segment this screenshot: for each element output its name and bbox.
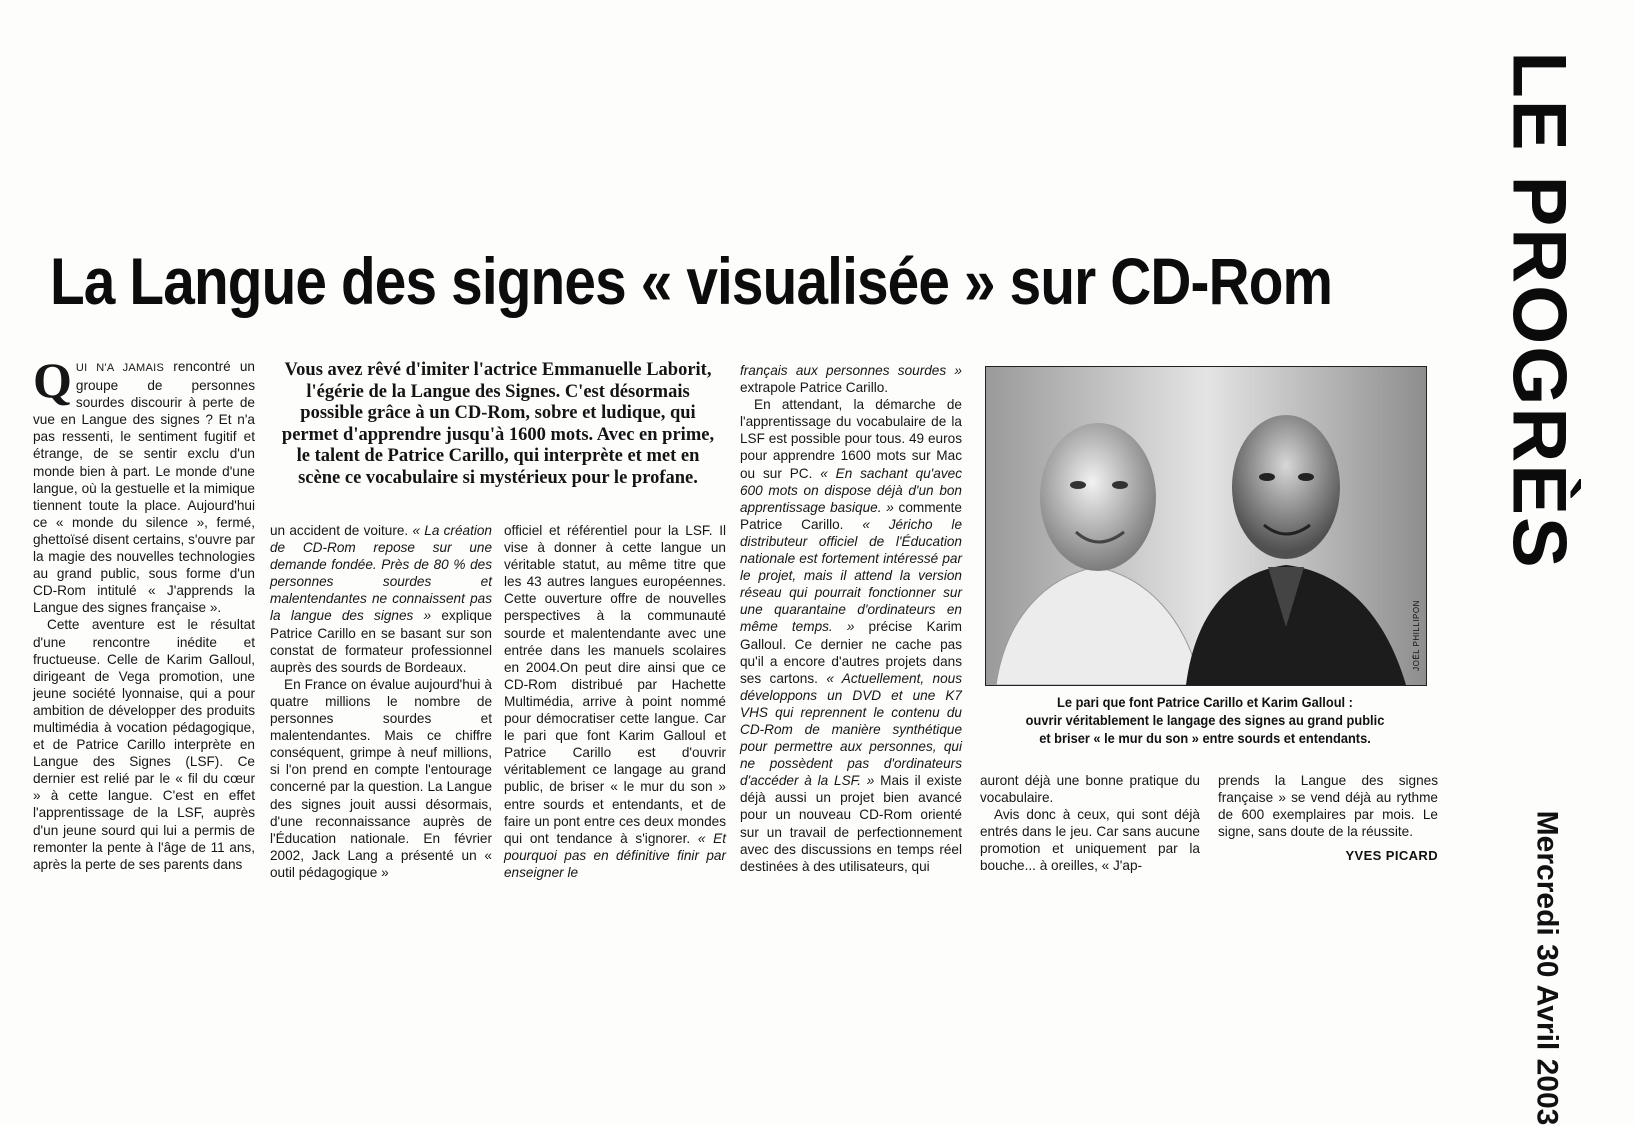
paragraph-text: explique Patrice Carillo en se basant sur son constat de formateur professionnel auprès des sourds de Bordeaux.	[270, 608, 492, 675]
author-byline: YVES PICARD	[1345, 848, 1438, 863]
article-column-2	[270, 522, 492, 881]
lead-smallcaps: UI N'A JAMAIS	[75, 362, 165, 374]
quote-text: « En sachant qu'avec 600 mots on dispose déjà d'un bon apprentissage basique. »	[740, 465, 962, 515]
masthead-text: LE PROGRÈS	[1496, 50, 1582, 570]
article-column-1	[33, 352, 255, 873]
article-photo	[985, 366, 1427, 686]
article-standfirst: Vous avez rêvé d'imiter l'actrice Emmanuelle Laborit, l'égérie de la Langue des Signes. C'est désormais possible grâce à un CD-Rom, sobre et ludique, qui permet d'apprendre jusqu'à 1600 mots. Avec en prime, le talent de Patrice Carillo, qui interprète et met en scène ce vocabulaire si mystérieux pour le profane.	[281, 360, 715, 488]
paragraph-text: Mais il existe déjà aussi un projet bien avancé pour un nouveau CD-Rom orienté sur un travail de perfectionnement avec des discussions en temps réel destinées à des utilisateurs, qui	[740, 773, 962, 874]
article-column-3	[504, 522, 726, 881]
caption-line: ouvrir véritablement le langage des signes au grand public	[1025, 713, 1385, 728]
photo-caption	[1000, 694, 1409, 748]
caption-line: et briser « le mur du son » entre sourds et entendants.	[1039, 731, 1371, 746]
publication-date-text: Mercredi 30 Avril 2003	[1530, 810, 1564, 1125]
paragraph: auront déjà une bonne pratique du vocabulaire.	[980, 773, 1200, 806]
paragraph-text: rencontré un groupe de personnes sourdes discourir à perte de vue en Langue des signes ? Et n'a pas ressenti, le sentiment fugitif et étrange, de se sentir exclu d'un monde bien à part. Le monde d'une langue, où la gestuelle et la mimique tiennent toute la place. Aujourd'hui ce « monde du silence », fermé, ghettoïsé disent certains, s'ouvre par la magie des nouvelles technologies au grand public, sous forme d'un CD-Rom intitulé « J'apprends la Langue des signes française ».	[33, 359, 255, 616]
caption-line: Le pari que font Patrice Carillo et Karim Galloul :	[1057, 695, 1353, 710]
paragraph-text: précise Karim Galloul. Ce dernier ne cache pas qu'il a encore d'autres projets dans ses cartons.	[740, 619, 962, 686]
paragraph-text: officiel et référentiel pour la LSF. Il vise à donner à cette langue un véritable statut, au même titre que les 43 autres langues européennes. Cette ouverture offre de nouvelles perspectives à la communauté sourde et malentendante avec une entrée dans les manuels scolaires en 2004.On peut dire ainsi que ce CD-Rom distribué par Hachette Multimédia, arrive à point nommé pour démocratiser cette langue. Car le pari que font Karim Galloul et Patrice Carillo est d'ouvrir véritablement ce langage au grand public, de briser « le mur du son » entre sourds et entendants, et de faire un pont entre ces deux mondes qui ont tendance à s'ignorer.	[504, 523, 726, 846]
paragraph: Cette aventure est le résultat d'une rencontre inédite et fructueuse. Celle de Karim Galloul, dirigeant de Vega promotion, une jeune société lyonnaise, qui a pour ambition de développer des produits multimédia à vocation pédagogique, et de Patrice Carillo interprète en Langue des Signes (LSF). Ce dernier est relié par le « fil du cœur » à cette langue. C'est en effet l'apprentissage de la LSF, auprès d'un jeune sourd qui lui a permis de remonter la pente à l'âge de 11 ans, après la perte de ses parents dans	[33, 617, 255, 872]
paragraph-text: En attendant, la démarche de l'apprentissage du vocabulaire de la LSF est possible pour tous. 49 euros pour apprendre 1600 mots sur Mac ou sur PC.	[740, 397, 962, 481]
paragraph-text: extrapole Patrice Carillo.	[740, 380, 889, 396]
paragraph: prends la Langue des signes française » se vend déjà au rythme de 600 exemplaires par mois. Le signe, sans doute de la réussite.	[1218, 773, 1438, 840]
quote-text: « Et pourquoi pas en définitive finir par enseigner le	[504, 830, 726, 880]
paragraph: Avis donc à ceux, qui sont déjà entrés dans le jeu. Car sans aucune promotion et uniquement par la bouche... à oreilles, « J'ap-	[980, 807, 1200, 874]
article-column-5	[980, 772, 1200, 875]
publication-date	[1526, 810, 1566, 1125]
photo-credit	[1409, 590, 1423, 680]
article-headline: La Langue des signes « visualisée » sur CD-Rom	[50, 244, 1333, 318]
paragraph-text: commente Patrice Carillo.	[740, 499, 962, 532]
quote-text: français aux personnes sourdes »	[740, 363, 962, 378]
photo-credit-text: JOËL PHILLIPON	[1411, 599, 1421, 671]
quote-text: « La création de CD-Rom repose sur une demande fondée. Près de 80 % des personnes sourdes et malentendantes ne connaissent pas la langue des signes »	[270, 523, 492, 624]
paragraph	[740, 396, 962, 875]
article-column-4	[740, 362, 962, 875]
paragraph	[740, 362, 962, 396]
paragraph	[270, 522, 492, 676]
quote-text: « Jéricho le distributeur officiel de l'Éducation nationale est fortement intéressé par le projet, mais il attend la version réseau qui pourrait fonctionner sur une quarantaine d'ordinateurs en même temps. »	[740, 516, 962, 635]
masthead	[1496, 30, 1582, 590]
paragraph: En France on évalue aujourd'hui à quatre millions le nombre de personnes sourdes et malentendantes. Mais ce chiffre conséquent, grimpe à neuf millions, si l'on prend en compte l'entourage concerné par la question. La Langue des signes jouit aussi désormais, d'une reconnaissance auprès de l'Éducation nationale. En février 2002, Jack Lang a présenté un « outil pédagogique »	[270, 676, 492, 880]
article-column-6	[1218, 772, 1438, 840]
paragraph	[33, 352, 255, 616]
portrait-illustration	[986, 367, 1426, 685]
paragraph-text: un accident de voiture.	[270, 523, 413, 538]
paragraph	[504, 522, 726, 881]
drop-cap: Q	[33, 352, 72, 408]
quote-text: « Actuellement, nous développons un DVD et une K7 VHS qui reprennent le contenu du CD-Rom de manière synthétique pour permettre aux personnes, qui ne possèdent pas d'ordinateurs d'accéder à la LSF. »	[740, 670, 963, 789]
